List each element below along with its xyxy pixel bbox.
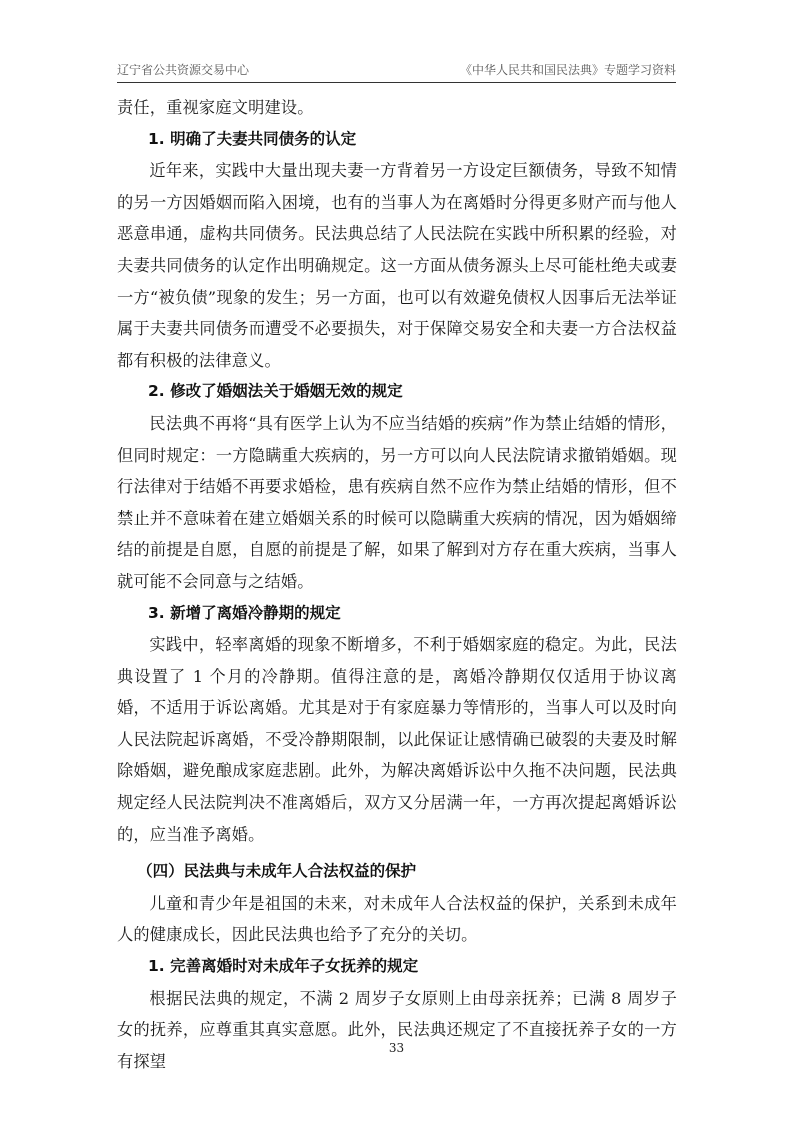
- heading-cooling-off: 3. 新增了离婚冷静期的规定: [148, 603, 341, 622]
- heading-joint-debt: 1. 明确了夫妻共同债务的认定: [148, 129, 357, 148]
- header-document-title: 《中华人民共和国民法典》专题学习资料: [459, 63, 676, 77]
- page-header: [117, 52, 676, 83]
- paragraph-child-custody: 根据民法典的规定，不满 2 周岁子女原则上由母亲抚养；已满 8 周岁子女的抚养，应尊重其真实意愿。此外，民法典还规定了不直接抚养子女的一方有探望: [117, 988, 677, 1071]
- section-heading-minors: （四）民法典与未成年人合法权益的保护: [137, 862, 417, 881]
- paragraph-joint-debt: 近年来，实践中大量出现夫妻一方背着另一方设定巨额债务，导致不知情的另一方因婚姻而陷入困境，也有的当事人为在离婚时分得更多财产而与他人恶意串通，虚构共同债务。民法典总结了人民法院在实践中所积累的经验，对夫妻共同债务的认定作出明确规定。这一方面从债务源头上尽可能杜绝夫或妻一方“被负债”现象的发生；另一方面，也可以有效避免债权人因事后无法举证属于夫妻共同债务而遭受不必要损失，对于保障交易安全和夫妻一方合法权益都有积极的法律意义。: [117, 161, 677, 370]
- paragraph-invalid-marriage: 民法典不再将“具有医学上认为不应当结婚的疾病”作为禁止结婚的情形，但同时规定：一方隐瞒重大疾病的，另一方可以向人民法院请求撤销婚姻。现行法律对于结婚不再要求婚检，患有疾病自然不应作为禁止结婚的情形，但不禁止并不意味着在建立婚姻关系的时候可以隐瞒重大疾病的情况，因为婚姻缔结的前提是自愿，自愿的前提是了解，如果了解到对方存在重大疾病，当事人就可能不会同意与之结婚。: [117, 413, 677, 591]
- page-content: [117, 92, 677, 1077]
- paragraph-cooling-off: 实践中，轻率离婚的现象不断增多，不利于婚姻家庭的稳定。为此，民法典设置了 1 个月的冷静期。值得注意的是，离婚冷静期仅仅适用于协议离婚，不适用于诉讼离婚。尤其是对于有家庭暴力等情形的，当事人可以及时向人民法院起诉离婚，不受冷静期限制，以此保证让感情确已破裂的夫妻及时解除婚姻，避免酿成家庭悲剧。此外，为解决离婚诉讼中久拖不决问题，民法典规定经人民法院判决不准离婚后，双方又分居满一年，一方再次提起离婚诉讼的，应当准予离婚。: [117, 635, 677, 844]
- paragraph-minors: 儿童和青少年是祖国的未来，对未成年人合法权益的保护，关系到未成年人的健康成长，因此民法典也给予了充分的关切。: [117, 893, 677, 945]
- heading-invalid-marriage: 2. 修改了婚姻法关于婚姻无效的规定: [148, 382, 403, 401]
- page-number: 33: [388, 1041, 405, 1055]
- header-organization: 辽宁省公共资源交易中心: [117, 63, 250, 77]
- paragraph-continuation: 责任，重视家庭文明建设。: [117, 98, 314, 117]
- heading-child-custody: 1. 完善离婚时对未成年子女抚养的规定: [148, 957, 419, 976]
